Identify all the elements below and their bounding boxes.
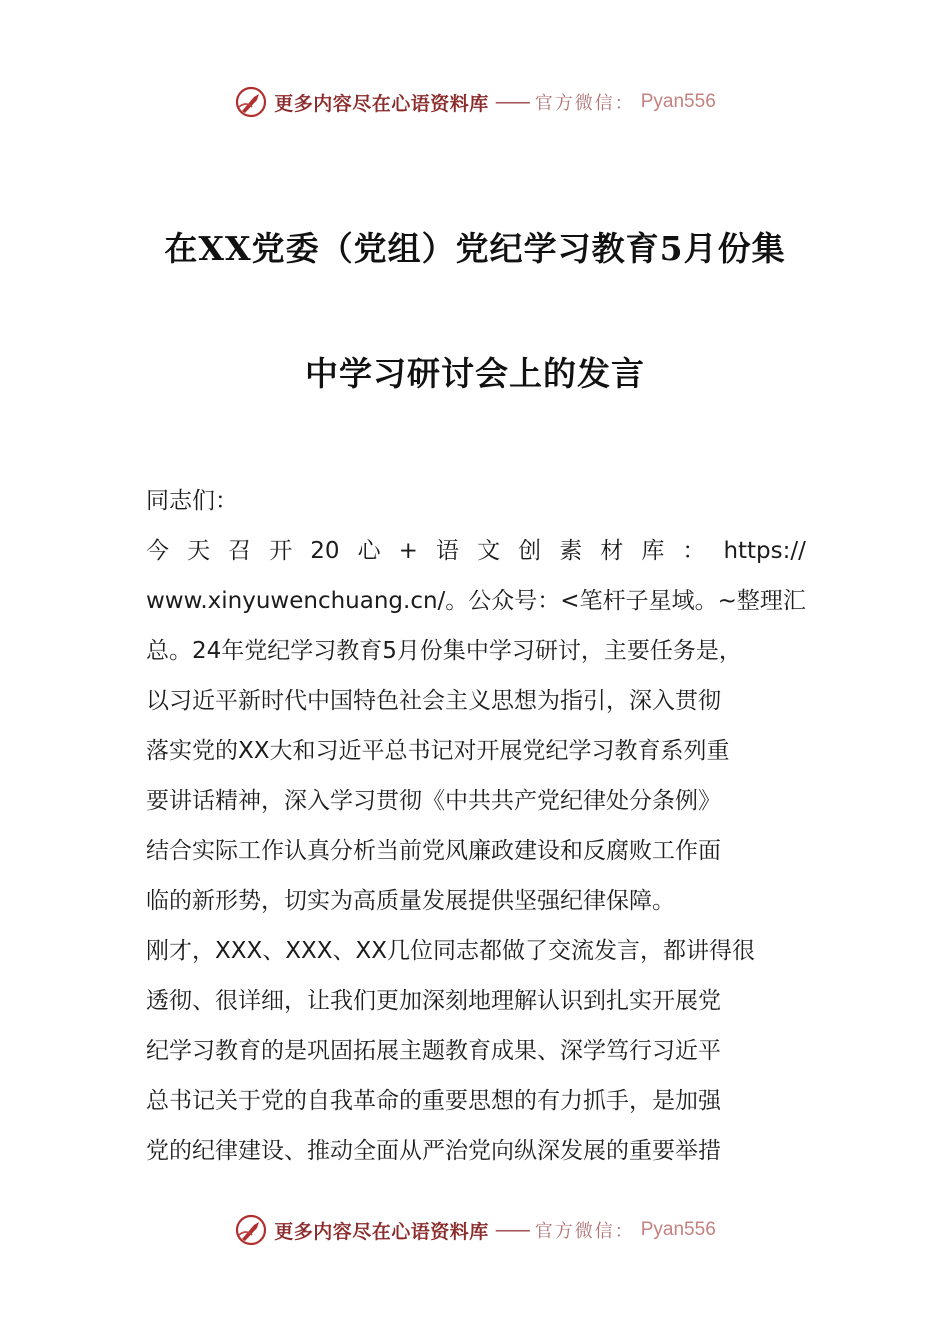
wechat-id: Pyan556 [640,91,716,112]
body-line: 以习近平新时代中国特色社会主义思想为指引，深入贯彻 [146,688,721,714]
token: 素 [559,538,583,564]
banner-text: 更多内容尽在心语资料库 [274,92,489,115]
token: https:// [723,538,806,564]
body-line: 刚才，XXX、XXX、XX几位同志都做了交流发言，都讲得很 [146,938,756,964]
wechat-label: 官方微信： [534,1221,635,1242]
body-line: 要讲话精神，深入学习贯彻《中共共产党纪律处分条例》 [146,788,721,814]
salutation: 同志们： [146,488,238,514]
banner-text: 更多内容尽在心语资料库 [274,1220,489,1243]
token: 库 [641,538,665,564]
token: ： [682,538,706,564]
token: 开 [269,538,293,564]
body-line: 总书记关于党的自我革命的重要思想的有力抓手，是加强 [146,1088,721,1114]
pen-nib-logo-icon [234,1213,268,1247]
token: 语 [436,538,459,564]
document-title-line-1: 在XX党委（党组）党纪学习教育5月份集 [164,229,786,268]
body-line: 透彻、很详细，让我们更加深刻地理解认识到扎实开展党 [146,988,721,1014]
token: 材 [600,538,624,564]
token: 创 [518,538,542,564]
pen-nib-logo-icon [234,85,268,119]
token: 20 [310,538,340,564]
banner-dash: —— [494,1219,529,1241]
wechat-label: 官方微信： [534,93,635,114]
body-line: 党的纪律建设、推动全面从严治党向纵深发展的重要举措 [146,1138,721,1164]
header-banner [0,82,950,122]
token: 文 [477,538,501,564]
body-line: 纪学习教育的是巩固拓展主题教育成果、深学笃行习近平 [146,1038,721,1064]
body-line: 临的新形势，切实为高质量发展提供坚强纪律保障。 [146,888,675,914]
first-paragraph-line [146,526,806,576]
body-line: www.xinyuwenchuang.cn/。公众号：<笔杆子星域。~整理汇 [146,588,806,614]
token: 召 [228,538,252,564]
token: 今 [146,538,169,564]
wechat-id: Pyan556 [640,1219,716,1240]
banner-dash: —— [494,91,529,113]
footer-banner [0,1210,950,1250]
document-body [146,476,806,1176]
token: + [398,538,418,564]
body-line: 结合实际工作认真分析当前党风廉政建设和反腐败工作面 [146,838,721,864]
body-line: 落实党的XX大和习近平总书记对开展党纪学习教育系列重 [146,738,730,764]
token: 天 [187,538,211,564]
body-line: 总。24年党纪学习教育5月份集中学习研讨，主要任务是， [146,638,742,664]
token: 心 [357,538,381,564]
document-title-line-2: 中学习研讨会上的发言 [305,354,645,393]
